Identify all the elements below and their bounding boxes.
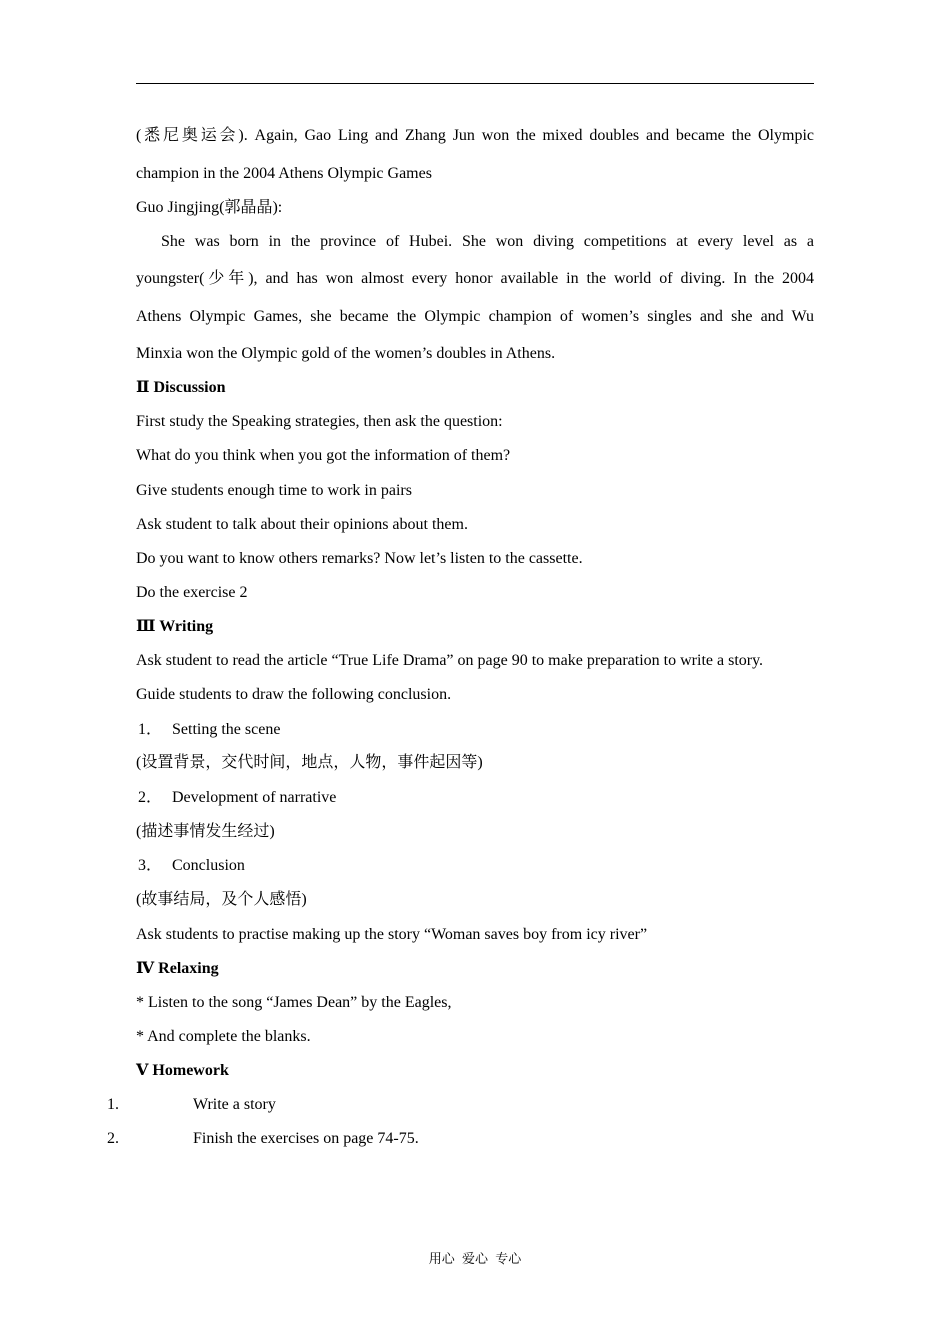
- writing-step-2: [136, 788, 336, 808]
- writing-step-1: [136, 720, 280, 740]
- discussion-heading: Ⅱ Discussion: [136, 379, 226, 396]
- discussion-line-5: Do you want to know others remarks? Now let’s listen to the cassette.: [136, 550, 583, 567]
- writing-closing: Ask students to practise making up the story “Woman saves boy from icy river”: [136, 926, 648, 943]
- step-title: Conclusion: [172, 857, 245, 874]
- homework-heading: Ⅴ Homework: [136, 1062, 229, 1079]
- writing-step-3: [136, 856, 245, 876]
- relaxing-line-1: * Listen to the song “James Dean” by the Eagles,: [136, 994, 452, 1011]
- discussion-line-2: What do you think when you got the information of them?: [136, 447, 511, 464]
- homework-item-2: [107, 1129, 707, 1149]
- homework-number: 1.: [107, 1096, 119, 1113]
- homework-text: Write a story: [193, 1096, 276, 1113]
- homework-text: Finish the exercises on page 74-75.: [193, 1130, 419, 1147]
- step-number: 1．: [138, 721, 163, 738]
- homework-number: 2.: [107, 1130, 119, 1147]
- writing-line-1: Ask student to read the article “True Life Drama” on page 90 to make preparation to write a story.: [136, 652, 764, 669]
- guo-heading: Guo Jingjing(郭晶晶):: [136, 199, 283, 216]
- relaxing-line-2: * And complete the blanks.: [136, 1028, 311, 1045]
- writing-step-1-note: (设置背景，交代时间，地点，人物，事件起因等): [136, 754, 483, 771]
- discussion-line-6: Do the exercise 2: [136, 584, 248, 601]
- guo-line-1: She was born in the province of Hubei. She won diving competitions at every level as a: [161, 233, 814, 250]
- step-number: 3．: [138, 857, 163, 874]
- intro-line-2: champion in the 2004 Athens Olympic Games: [136, 165, 432, 182]
- writing-line-2: Guide students to draw the following conclusion.: [136, 686, 452, 703]
- writing-step-3-note: (故事结局，及个人感悟): [136, 891, 307, 908]
- intro-line-1: (悉尼奥运会). Again, Gao Ling and Zhang Jun won the mixed doubles and became the Olympic: [136, 127, 814, 144]
- step-number: 2．: [138, 789, 163, 806]
- writing-step-2-note: (描述事情发生经过): [136, 823, 275, 840]
- guo-line-4: Minxia won the Olympic gold of the women’s doubles in Athens.: [136, 345, 556, 362]
- discussion-line-3: Give students enough time to work in pairs: [136, 482, 412, 499]
- relaxing-heading: Ⅳ Relaxing: [136, 960, 219, 977]
- guo-line-3: Athens Olympic Games, she became the Olympic champion of women’s singles and she and Wu: [136, 308, 814, 325]
- step-title: Setting the scene: [172, 721, 281, 738]
- header-rule: [136, 83, 814, 84]
- page-footer: 用心 爱心 专心: [428, 1251, 522, 1266]
- discussion-line-1: First study the Speaking strategies, then ask the question:: [136, 413, 503, 430]
- discussion-line-4: Ask student to talk about their opinions about them.: [136, 516, 468, 533]
- homework-item-1: [107, 1095, 707, 1115]
- step-title: Development of narrative: [172, 789, 337, 806]
- writing-heading: Ⅲ Writing: [136, 618, 214, 635]
- guo-line-2: youngster(少年), and has won almost every honor available in the world of diving. In the 2004: [136, 270, 814, 287]
